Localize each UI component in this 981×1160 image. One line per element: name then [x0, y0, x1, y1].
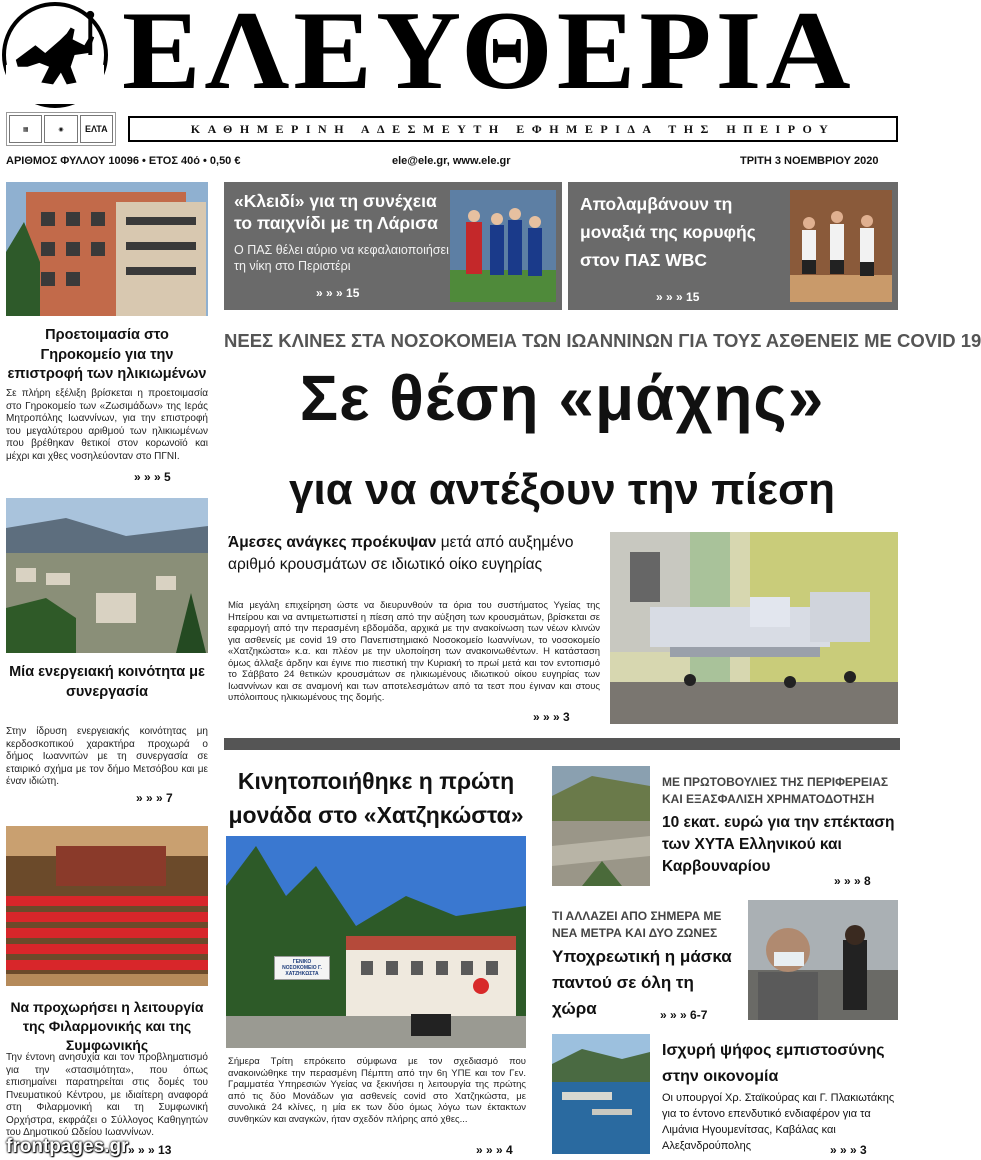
- hospital-beds-photo: [610, 532, 898, 724]
- harbor-photo: [552, 1034, 650, 1154]
- elta-stamp: ΕΛΤΑ: [80, 115, 113, 143]
- concert-hall-photo: [6, 826, 208, 986]
- sports-box-1-title: «Κλειδί» για τη συνέχεια το παιχνίδι με τη Λάρισα: [234, 191, 438, 233]
- hatzikosta-hospital-photo: [226, 836, 526, 1048]
- landfill-photo: [552, 766, 650, 886]
- main-story-kicker: ΝΕΕΣ ΚΛΙΝΕΣ ΣΤΑ ΝΟΣΟΚΟΜΕΙΑ ΤΩΝ ΙΩΑΝΝΙΝΩΝ ΓΙΑ ΤΟΥΣ ΑΣΘΕΝΕΙΣ ΜΕ COVID 19: [224, 330, 981, 351]
- issue-info: ΑΡΙΘΜΟΣ ΦΥΛΛΟΥ 10096 • ΕΤΟΣ 40ό • 0,50 €: [6, 155, 241, 167]
- center-story-headline[interactable]: Κινητοποιήθηκε η πρώτη μονάδα στο «Χατζηκώστα»: [228, 768, 524, 828]
- sports-box-1-pageref: » » » 15: [316, 286, 360, 300]
- center-story-pageref[interactable]: » » » 4: [476, 1143, 513, 1157]
- right-story-1-kicker: ΜΕ ΠΡΩΤΟΒΟΥΛΙΕΣ ΤΗΣ ΠΕΡΙΦΕΡΕΙΑΣ ΚΑΙ ΕΞΑΣΦΑΛΙΣΗ ΧΡΗΜΑΤΟΔΟΤΗΣΗ: [662, 775, 889, 806]
- right-story-1-headline[interactable]: 10 εκατ. ευρώ για την επέκταση των ΧΥΤΑ Ελληνικού και Καρβουναρίου: [662, 814, 895, 875]
- postal-stamps: [6, 112, 116, 146]
- football-players-photo: [450, 190, 556, 302]
- sports-box-2-pageref: » » » 15: [656, 290, 700, 304]
- hospital-sign: ΓΕΝΙΚΟ ΝΟΣΟΚΟΜΕΙΟ Γ. ΧΑΤΖΗΚΩΣΤΑ: [274, 956, 330, 980]
- left-story-3-text: Την έντονη ανησυχία και τον προβληματισμό για την «στασιμότητα», που όπως επισημαίνει παρατηρείται στις δομές του Πνευματικού Κέντρου, με ιδιαίτερη αναφορά στη Φιλαρμονική και τη Συμφωνική Ορχήστρα, εκφράζει ο Σύλλογος Καθηγητών του Δημοτικού Ωδείου Ιωαννίνων.: [6, 1052, 208, 1138]
- main-story-sub-rest: μετά από αυξημένο αριθμό κρουσμάτων σε ιδιωτικό οίκο ευγηρίας: [228, 534, 574, 573]
- right-story-3-headline[interactable]: Ισχυρή ψήφος εμπιστοσύνης στην οικονομία: [662, 1042, 885, 1085]
- watermark: frontpages.gr: [6, 1136, 129, 1157]
- right-story-1-pageref[interactable]: » » » 8: [834, 874, 871, 888]
- seal-icon: ◉: [44, 115, 77, 143]
- left-story-2-text: Στην ίδρυση ενεργειακής κοινότητας μη κερδοσκοπικού χαρακτήρα προχωρά ο δήμος Ιωαννιτών με τη συνεργασία σε εταιρικό σχήμα με τον δήμο Μετσόβου και με έναν ιδιώτη.: [6, 726, 208, 787]
- tagline: ΚΑΘΗΜΕΡΙΝΗ ΑΔΕΣΜΕΥΤΗ ΕΦΗΜΕΡΙΔΑ ΤΗΣ ΗΠΕΙΡΟΥ: [128, 116, 898, 142]
- main-story-pageref[interactable]: » » » 3: [533, 710, 570, 724]
- right-story-2-kicker: ΤΙ ΑΛΛΑΖΕΙ ΑΠΟ ΣΗΜΕΡΑ ΜΕ ΝΕΑ ΜΕΤΡΑ ΚΑΙ ΔΥΟ ΖΩΝΕΣ: [552, 909, 722, 940]
- masked-people-photo: [748, 900, 898, 1020]
- left-story-2-pageref[interactable]: » » » 7: [136, 791, 173, 805]
- section-divider: [224, 738, 900, 750]
- sports-box-2-title: Απολαμβάνουν τη μοναξιά της κορυφής στον ΠΑΣ WBC: [580, 194, 756, 270]
- town-view-photo: [6, 498, 208, 653]
- sports-box-1[interactable]: [224, 182, 562, 310]
- left-story-1-text: Σε πλήρη εξέλιξη βρίσκεται η προετοιμασία στο Γηροκομείο των «Ζωσιμάδων» της Ιεράς Μητροπόλης Ιωαννίνων, για την επιστροφή του μεγαλύτερου αριθμού των ηλικιωμένων που βρέθηκαν θετικοί στον κορωνοϊό και μέχρι και χθες νοσηλεύονταν στο ΠΓΝΙ.: [6, 388, 208, 462]
- left-story-3-headline[interactable]: Να προχωρήσει η λειτουργία της Φιλαρμονικής και της Συμφωνικής: [10, 999, 204, 1053]
- contact-link[interactable]: ele@ele.gr, www.ele.gr: [392, 155, 511, 167]
- left-story-2-headline[interactable]: Μία ενεργειακή κοινότητα με συνεργασία: [9, 664, 205, 700]
- nursing-home-photo: [6, 182, 208, 316]
- liberty-statue-icon: [6, 6, 104, 104]
- left-story-3-pageref[interactable]: » » » 13: [128, 1143, 172, 1157]
- postage-stamp: ▦: [9, 115, 42, 143]
- issue-date: ΤΡΙΤΗ 3 ΝΟΕΜΒΡΙΟΥ 2020: [740, 155, 879, 167]
- main-story-subheadline: [228, 532, 598, 576]
- right-story-3-text: Οι υπουργοί Χρ. Σταϊκούρας και Γ. Πλακιωτάκης για το έντονο επενδυτικό ενδιαφέρον για τα Λιμάνια Ηγουμενίτσας, Καβάλας και Αλεξανδρούπολης: [662, 1092, 895, 1152]
- main-story-headline-2[interactable]: για να αντέξουν την πίεση: [289, 465, 835, 514]
- center-story-text: Σήμερα Τρίτη επρόκειτο σύμφωνα με τον σχεδιασμό που ανακοινώθηκε την περασμένη Πέμπτη από την 6η ΥΠΕ και τον Γεν. Γραμματέα Υπηρεσιών Υγείας να ξεκινήσει η λειτουργία της πρώτης από τις δύο Μονάδων για ασθενείς covid στο Χατζηκώστα, με συνολικά 24 κλίνες, η μία εκ των δύο όμως λόγω των έκτακτων συνθηκών και αναγκών, ήταν σχεδόν πλήρης από χθες...: [228, 1056, 526, 1125]
- sports-box-1-subtitle: Ο ΠΑΣ θέλει αύριο να κεφαλαιοποιήσει τη νίκη στο Περιστέρι: [234, 243, 449, 273]
- newspaper-logo: [2, 2, 108, 108]
- right-story-2-pageref[interactable]: » » » 6-7: [660, 1008, 708, 1022]
- basketball-players-photo: [790, 190, 892, 302]
- sports-box-2[interactable]: [568, 182, 898, 310]
- left-story-1-headline[interactable]: Προετοιμασία στο Γηροκομείο για την επιστροφή των ηλικιωμένων: [7, 327, 207, 383]
- right-story-2-headline[interactable]: Υποχρεωτική η μάσκα παντού σε όλη τη χώρα: [552, 947, 732, 1018]
- left-story-1-pageref[interactable]: » » » 5: [134, 470, 171, 484]
- main-story-headline[interactable]: Σε θέση «μάχης»: [299, 362, 825, 434]
- masthead-title: ΕΛΕΥΘΕΡΙΑ: [122, 0, 855, 113]
- main-story-text: Μία μεγάλη επιχείρηση ώστε να διευρυνθούν τα όρια του συστήματος Υγείας της Ηπείρου και να αντιμετωπιστεί η πίεση από την αύξηση των κρουσμάτων, βρίσκεται σε εφαρμογή από την περασμένη εβδομάδα, αρχικά με την ανακοίνωση των νέων κλινών για ασθενείς με covid 19 στο Πανεπιστημιακό Νοσοκομείο Ιωαννίνων, το νοσοκομείο «Χατζηκώστα» κ.α. και πλέον με την υλοποίηση των ανακοινωθέντων. Η κατάσταση όμως άλλαξε άρδην και έγινε πιο πιεστική την Κυριακή το πρωί μετά και τον εντοπισμό το Σάββατο 24 θετικών κρουσμάτων σε ηλικιωμένους ιδιωτικού οίκου ευγηρίας των Ιωαννίνων και σε αναμονή και των αποτελεσμάτων από τα τεστ που έγιναν και στους υπόλοιπους ηλικιωμένους της δομής.: [228, 600, 600, 703]
- main-story-sub-bold: Άμεσες ανάγκες προέκυψαν: [228, 534, 437, 551]
- right-story-3-pageref[interactable]: » » » 3: [830, 1143, 867, 1157]
